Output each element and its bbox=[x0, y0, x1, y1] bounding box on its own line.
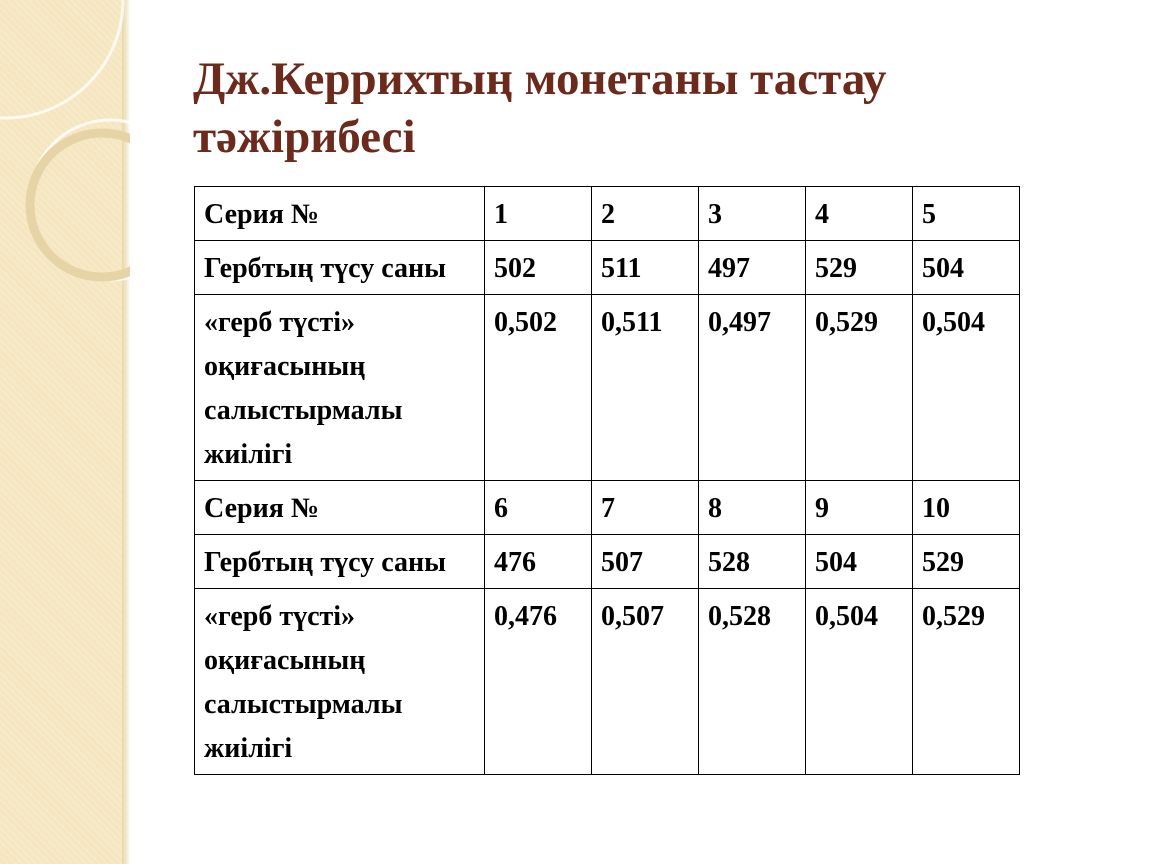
table-row-series-1 bbox=[195, 187, 1020, 241]
table-cell: 5 bbox=[913, 187, 1020, 241]
table-cell: 0,511 bbox=[592, 295, 699, 481]
table-cell: 529 bbox=[913, 535, 1020, 589]
table-row-frequency-2 bbox=[195, 589, 1020, 775]
table-cell: 504 bbox=[913, 241, 1020, 295]
table-cell: 10 bbox=[913, 481, 1020, 535]
table-cell: 497 bbox=[699, 241, 806, 295]
table-cell: 0,476 bbox=[485, 589, 592, 775]
table-cell: 0,502 bbox=[485, 295, 592, 481]
decorative-circles bbox=[0, 0, 130, 300]
table-cell: 0,529 bbox=[806, 295, 913, 481]
table-cell: 3 bbox=[699, 187, 806, 241]
table-cell: 2 bbox=[592, 187, 699, 241]
coin-toss-table bbox=[194, 186, 1020, 775]
table-cell: 7 bbox=[592, 481, 699, 535]
table-cell: 502 bbox=[485, 241, 592, 295]
table-cell: 0,504 bbox=[806, 589, 913, 775]
row-label-count: Гербтың түсу саны bbox=[195, 535, 485, 589]
table-row-series-2 bbox=[195, 481, 1020, 535]
table-cell: 528 bbox=[699, 535, 806, 589]
table-cell: 476 bbox=[485, 535, 592, 589]
table-row-frequency-1 bbox=[195, 295, 1020, 481]
table-cell: 507 bbox=[592, 535, 699, 589]
table-cell: 0,528 bbox=[699, 589, 806, 775]
table-cell: 6 bbox=[485, 481, 592, 535]
row-label-series: Серия № bbox=[195, 187, 485, 241]
table-cell: 4 bbox=[806, 187, 913, 241]
table-cell: 504 bbox=[806, 535, 913, 589]
table-cell: 9 bbox=[806, 481, 913, 535]
slide-title: Дж.Керрихтың монетаны тастау тәжірибесі bbox=[193, 53, 887, 163]
row-label-count: Гербтың түсу саны bbox=[195, 241, 485, 295]
table-cell: 529 bbox=[806, 241, 913, 295]
row-label-frequency: «герб түсті» оқиғасының салыстырмалы жиілігі bbox=[195, 589, 485, 775]
table-cell: 0,504 bbox=[913, 295, 1020, 481]
table-cell: 0,497 bbox=[699, 295, 806, 481]
table-cell: 0,529 bbox=[913, 589, 1020, 775]
table-cell: 0,507 bbox=[592, 589, 699, 775]
table-cell: 511 bbox=[592, 241, 699, 295]
table-row-count-1 bbox=[195, 241, 1020, 295]
table-cell: 8 bbox=[699, 481, 806, 535]
row-label-series: Серия № bbox=[195, 481, 485, 535]
table-row-count-2 bbox=[195, 535, 1020, 589]
row-label-frequency: «герб түсті» оқиғасының салыстырмалы жиілігі bbox=[195, 295, 485, 481]
table-cell: 1 bbox=[485, 187, 592, 241]
